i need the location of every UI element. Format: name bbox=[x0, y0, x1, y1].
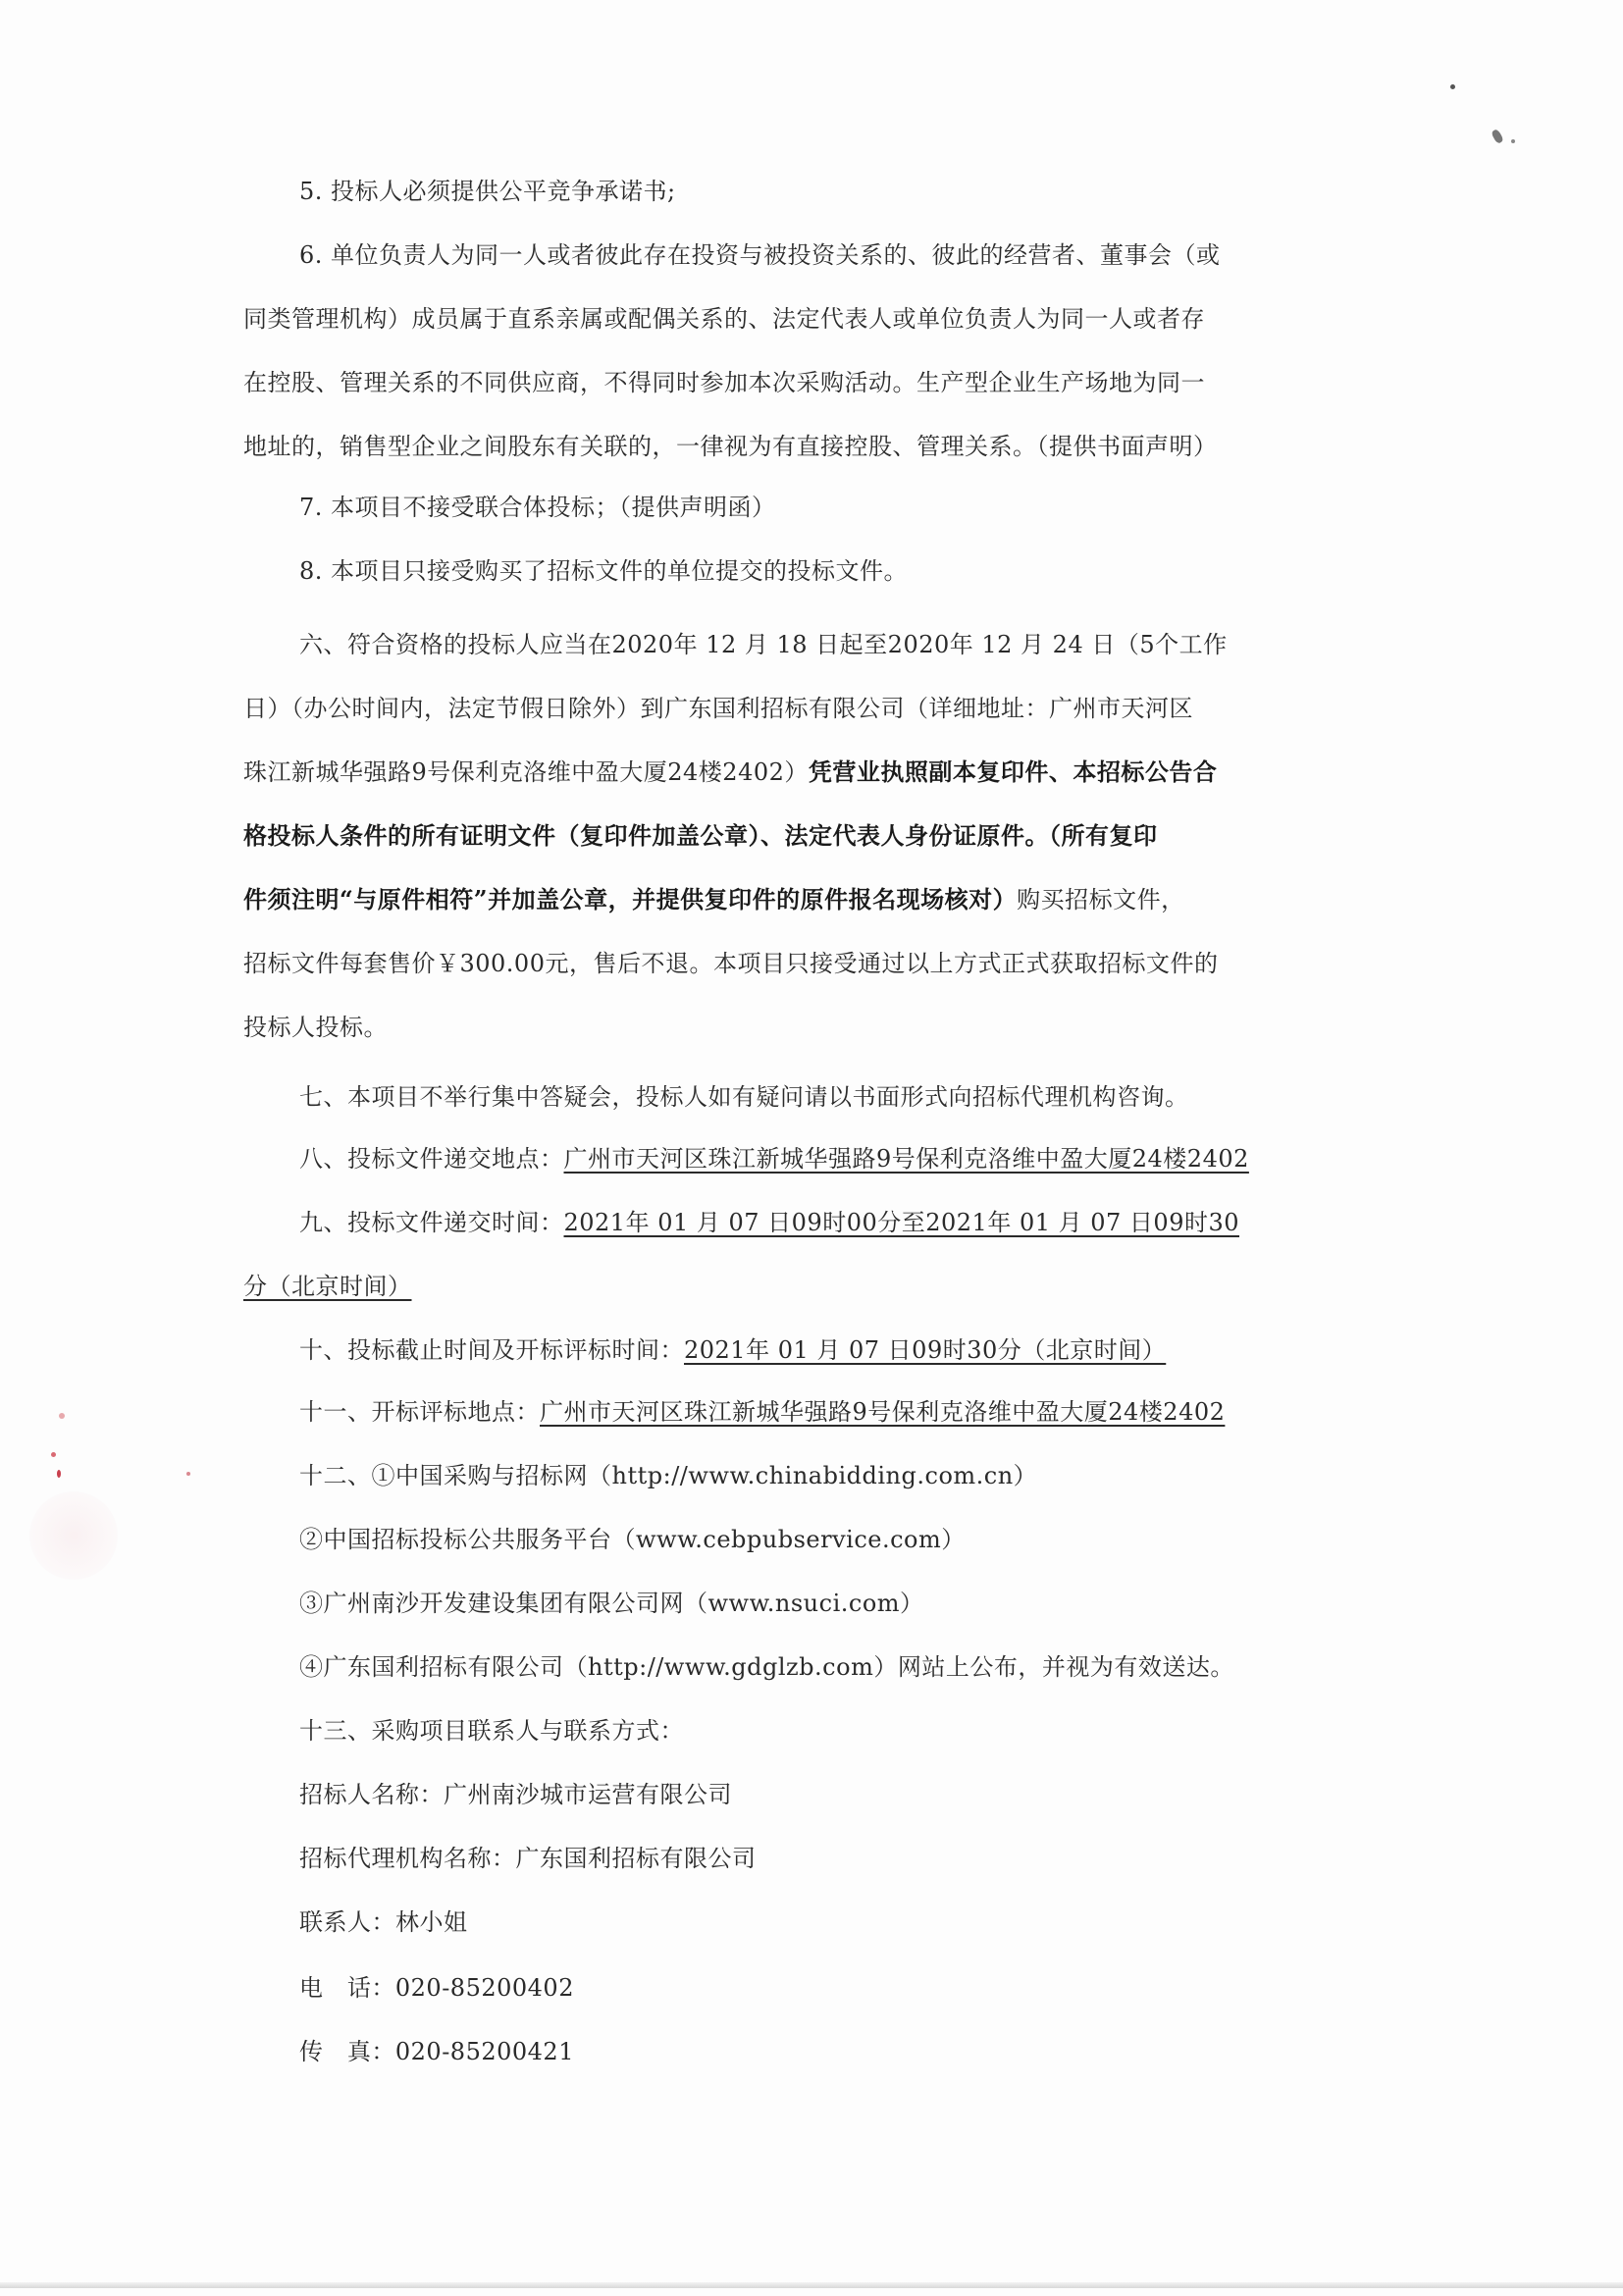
section-6-line-1: 六、符合资格的投标人应当在2020年 12 月 18 日起至2020年 12 月 24 日（5个工作 bbox=[299, 631, 1228, 658]
stamp-trace bbox=[186, 1472, 190, 1476]
opening-location: 广州市天河区珠江新城华强路9号保利克洛维中盈大厦24楼2402 bbox=[540, 1398, 1226, 1426]
clause-6-line-2: 同类管理机构）成员属于直系亲属或配偶关系的、法定代表人或单位负责人为同一人或者存 bbox=[243, 305, 1205, 333]
contact-fax: 传 真：020-85200421 bbox=[299, 2038, 574, 2065]
tenderer-name: 招标人名称：广州南沙城市运营有限公司 bbox=[299, 1781, 732, 1808]
clause-6-line-4: 地址的，销售型企业之间股东有关联的，一律视为有直接控股、管理关系。（提供书面声明） bbox=[243, 433, 1218, 460]
stamp-trace bbox=[51, 1452, 56, 1457]
section-9-line-2: 分（北京时间） bbox=[243, 1273, 412, 1300]
section-10-label: 十、投标截止时间及开标评标时间： bbox=[299, 1336, 684, 1364]
bold-requirement-text: 件须注明“与原件相符”并加盖公章，并提供复印件的原件报名现场核对） bbox=[243, 885, 1018, 913]
section-6-line-7: 投标人投标。 bbox=[243, 1014, 388, 1041]
section-8-label: 八、投标文件递交地点： bbox=[299, 1145, 564, 1173]
section-9-line-1 bbox=[299, 1208, 1239, 1237]
scan-speck bbox=[1450, 84, 1455, 89]
section-9-label: 九、投标文件递交时间： bbox=[299, 1209, 564, 1236]
bold-requirement-text: 凭营业执照副本复印件、本招标公告合 bbox=[808, 757, 1218, 786]
purchase-text: 购买招标文件， bbox=[1017, 886, 1185, 913]
address-text: 珠江新城华强路9号保利克洛维中盈大厦24楼2402） bbox=[243, 758, 809, 786]
section-7: 七、本项目不举行集中答疑会，投标人如有疑问请以书面形式向招标代理机构咨询。 bbox=[299, 1083, 1189, 1111]
section-6-line-4: 格投标人条件的所有证明文件（复印件加盖公章）、法定代表人身份证原件。（所有复印 bbox=[243, 821, 1158, 850]
clause-5: 5. 投标人必须提供公平竞争承诺书; bbox=[299, 178, 676, 205]
clause-8: 8. 本项目只接受购买了招标文件的单位提交的投标文件。 bbox=[299, 557, 909, 585]
deadline-time: 2021年 01 月 07 日09时30分（北京时间） bbox=[684, 1336, 1167, 1364]
section-8 bbox=[299, 1144, 1249, 1174]
section-12-item-1: 十二、①中国采购与招标网（http://www.chinabidding.com.cn） bbox=[299, 1462, 1038, 1489]
clause-6-line-3: 在控股、管理关系的不同供应商，不得同时参加本次采购活动。生产型企业生产场地为同一 bbox=[243, 369, 1205, 396]
section-10 bbox=[299, 1335, 1166, 1365]
submission-time: 2021年 01 月 07 日09时00分至2021年 01 月 07 日09时30 bbox=[563, 1209, 1239, 1236]
section-12-item-3: ③广州南沙开发建设集团有限公司网（www.nsuci.com） bbox=[299, 1590, 924, 1617]
stamp-trace bbox=[59, 1413, 65, 1419]
section-12-item-2: ②中国招标投标公共服务平台（www.cebpubservice.com） bbox=[299, 1526, 966, 1553]
agency-name: 招标代理机构名称：广东国利招标有限公司 bbox=[299, 1845, 757, 1872]
section-11-label: 十一、开标评标地点： bbox=[299, 1398, 540, 1426]
clause-7: 7. 本项目不接受联合体投标；（提供声明函） bbox=[299, 494, 776, 521]
section-6-line-6: 招标文件每套售价￥300.00元，售后不退。本项目只接受通过以上方式正式获取招标文件的 bbox=[243, 950, 1219, 977]
section-13-heading: 十三、采购项目联系人与联系方式： bbox=[299, 1717, 684, 1745]
section-6-line-5 bbox=[243, 885, 1185, 914]
section-6-line-2: 日）（办公时间内，法定节假日除外）到广东国利招标有限公司（详细地址：广州市天河区 bbox=[243, 695, 1193, 722]
stamp-trace bbox=[29, 1491, 118, 1580]
contact-person: 联系人：林小姐 bbox=[299, 1908, 468, 1936]
section-11 bbox=[299, 1397, 1225, 1427]
stamp-trace bbox=[57, 1470, 61, 1478]
scan-speck bbox=[1491, 129, 1504, 144]
contact-phone: 电 话：020-85200402 bbox=[299, 1974, 574, 2002]
section-12-item-4: ④广东国利招标有限公司（http://www.gdglzb.com）网站上公布，并视为有效送达。 bbox=[299, 1653, 1234, 1681]
scan-bottom-edge bbox=[0, 2282, 1623, 2288]
scan-speck bbox=[1511, 139, 1515, 143]
clause-6-line-1: 6. 单位负责人为同一人或者彼此存在投资与被投资关系的、彼此的经营者、董事会（或 bbox=[299, 241, 1221, 269]
submission-location: 广州市天河区珠江新城华强路9号保利克洛维中盈大厦24楼2402 bbox=[563, 1145, 1249, 1173]
section-6-line-3 bbox=[243, 757, 1217, 787]
